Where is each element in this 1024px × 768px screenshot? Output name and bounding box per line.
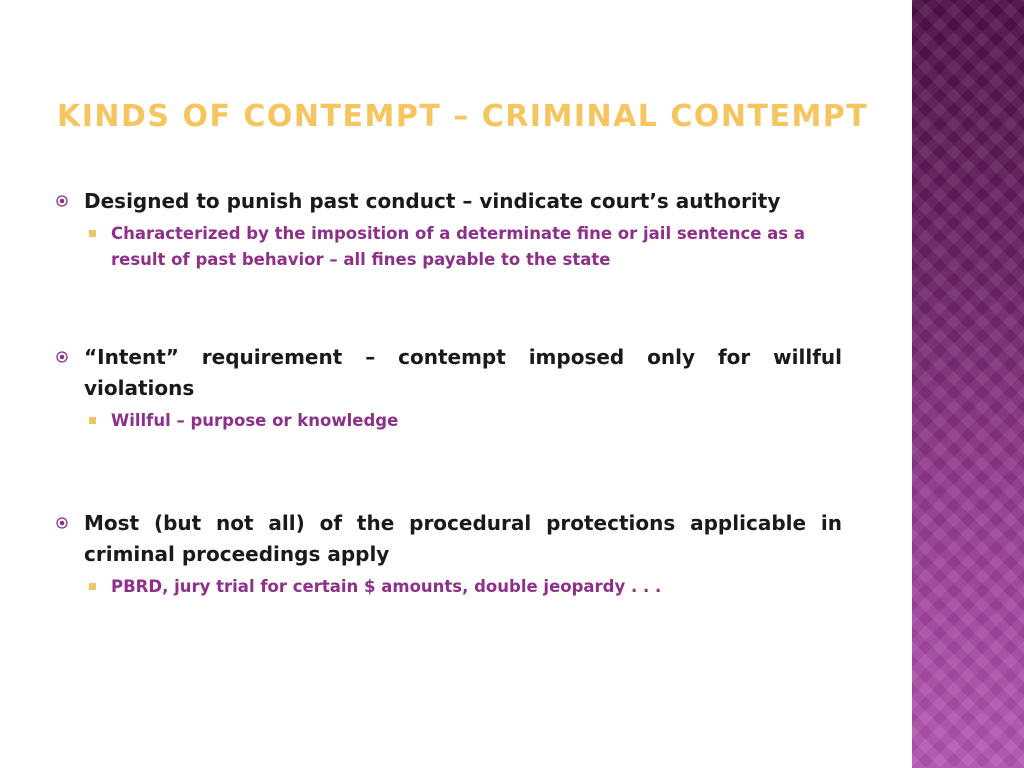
sub-bullet-text: PBRD, jury trial for certain $ amounts, double jeopardy . . . [111, 577, 662, 596]
bullet-point [52, 508, 842, 570]
sub-bullet-point [52, 574, 842, 600]
bullet-point [52, 342, 842, 404]
slide-title: KINDS OF CONTEMPT – CRIMINAL CONTEMPT [57, 99, 869, 134]
bullet-item-1 [52, 186, 842, 273]
slide-content [52, 186, 842, 600]
bullet-item-2 [52, 342, 842, 434]
bullet-point [52, 186, 842, 217]
circled-dot-icon [56, 351, 68, 363]
bullet-item-3 [52, 508, 842, 600]
circled-dot-icon [56, 517, 68, 529]
sub-bullet-point [52, 408, 842, 434]
bullet-text: “Intent” requirement – contempt imposed only for willful violations [84, 345, 842, 400]
decorative-side-band [912, 0, 1024, 768]
square-bullet-icon [89, 230, 96, 237]
circled-dot-icon [56, 195, 68, 207]
sub-bullet-text: Willful – purpose or knowledge [111, 411, 399, 430]
sub-bullet-text: Characterized by the imposition of a determinate fine or jail sentence as a result of past behavior – all fines payable to the state [111, 224, 805, 269]
square-bullet-icon [89, 417, 96, 424]
sub-bullet-point [52, 221, 842, 273]
spacer [52, 434, 842, 508]
spacer [52, 273, 842, 342]
bullet-text: Designed to punish past conduct – vindicate court’s authority [84, 189, 781, 213]
bullet-text: Most (but not all) of the procedural protections applicable in criminal proceedings apply [84, 511, 842, 566]
square-bullet-icon [89, 583, 96, 590]
